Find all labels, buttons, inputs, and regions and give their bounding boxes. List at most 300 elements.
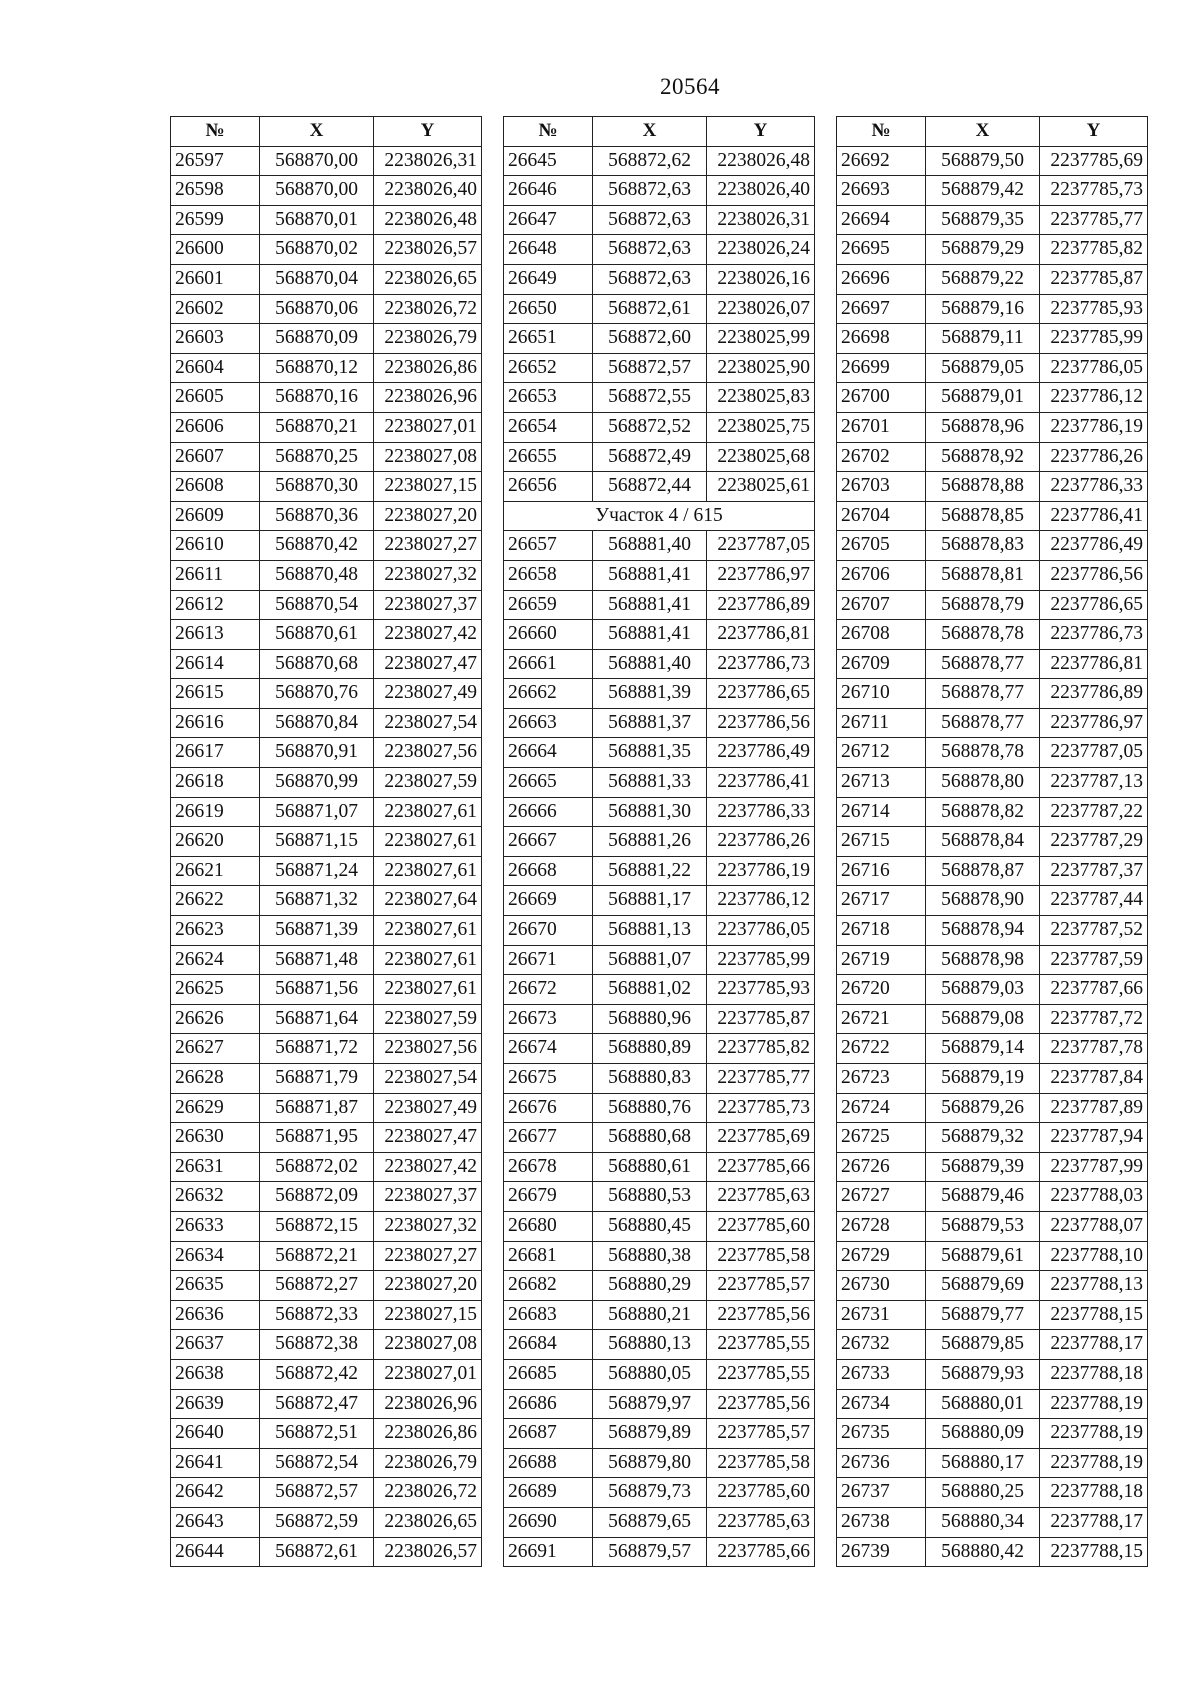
table-row [171,531,482,561]
table-row [171,1507,482,1537]
table-row [837,886,1148,916]
y-coordinate-cell: 2238026,72 [374,294,482,324]
point-number-cell: 26704 [837,501,926,531]
point-number-cell: 26598 [171,176,260,206]
table-row [171,1182,482,1212]
table-row [504,1271,815,1301]
point-number-cell: 26646 [504,176,593,206]
table-row [504,1300,815,1330]
x-coordinate-cell: 568880,38 [593,1241,707,1271]
y-coordinate-cell: 2238027,32 [374,1211,482,1241]
x-coordinate-cell: 568870,21 [260,412,374,442]
table-row [837,1004,1148,1034]
table-row [504,176,815,206]
x-coordinate-cell: 568879,50 [926,146,1040,176]
y-coordinate-cell: 2238026,57 [374,235,482,265]
x-coordinate-cell: 568870,61 [260,620,374,650]
point-number-cell: 26599 [171,205,260,235]
point-number-cell: 26618 [171,768,260,798]
header-number: № [837,117,926,147]
y-coordinate-cell: 2238026,40 [374,176,482,206]
table-row [171,264,482,294]
x-coordinate-cell: 568872,63 [593,205,707,235]
y-coordinate-cell: 2237788,19 [1040,1419,1148,1449]
y-coordinate-cell: 2238027,61 [374,916,482,946]
y-coordinate-cell: 2238026,86 [374,353,482,383]
header-x: X [926,117,1040,147]
y-coordinate-cell: 2237785,55 [707,1359,815,1389]
x-coordinate-cell: 568872,38 [260,1330,374,1360]
y-coordinate-cell: 2237787,44 [1040,886,1148,916]
point-number-cell: 26693 [837,176,926,206]
table-row [171,797,482,827]
x-coordinate-cell: 568878,77 [926,679,1040,709]
y-coordinate-cell: 2237785,99 [1040,324,1148,354]
point-number-cell: 26705 [837,531,926,561]
point-number-cell: 26642 [171,1478,260,1508]
table-row [837,856,1148,886]
x-coordinate-cell: 568870,16 [260,383,374,413]
point-number-cell: 26681 [504,1241,593,1271]
x-coordinate-cell: 568880,68 [593,1123,707,1153]
y-coordinate-cell: 2237785,63 [707,1507,815,1537]
header-y: Y [707,117,815,147]
table-row [171,501,482,531]
y-coordinate-cell: 2238027,15 [374,472,482,502]
y-coordinate-cell: 2237786,89 [1040,679,1148,709]
point-number-cell: 26622 [171,886,260,916]
point-number-cell: 26630 [171,1123,260,1153]
table-row [837,442,1148,472]
y-coordinate-cell: 2237788,19 [1040,1389,1148,1419]
table-row [837,590,1148,620]
point-number-cell: 26652 [504,353,593,383]
point-number-cell: 26703 [837,472,926,502]
x-coordinate-cell: 568880,96 [593,1004,707,1034]
y-coordinate-cell: 2238026,86 [374,1419,482,1449]
x-coordinate-cell: 568872,21 [260,1241,374,1271]
point-number-cell: 26626 [171,1004,260,1034]
point-number-cell: 26608 [171,472,260,502]
y-coordinate-cell: 2237785,99 [707,945,815,975]
table-row [171,1211,482,1241]
point-number-cell: 26689 [504,1478,593,1508]
table-row [171,1448,482,1478]
point-number-cell: 26641 [171,1448,260,1478]
y-coordinate-cell: 2237788,13 [1040,1271,1148,1301]
y-coordinate-cell: 2237788,07 [1040,1211,1148,1241]
table-row [171,945,482,975]
y-coordinate-cell: 2237786,65 [1040,590,1148,620]
x-coordinate-cell: 568871,24 [260,856,374,886]
table-row [504,1389,815,1419]
x-coordinate-cell: 568881,39 [593,679,707,709]
y-coordinate-cell: 2237787,94 [1040,1123,1148,1153]
y-coordinate-cell: 2238027,01 [374,412,482,442]
x-coordinate-cell: 568881,30 [593,797,707,827]
x-coordinate-cell: 568878,88 [926,472,1040,502]
y-coordinate-cell: 2237785,69 [1040,146,1148,176]
y-coordinate-cell: 2237788,18 [1040,1359,1148,1389]
table-row [504,146,815,176]
x-coordinate-cell: 568878,94 [926,916,1040,946]
table-row [837,264,1148,294]
x-coordinate-cell: 568878,81 [926,560,1040,590]
y-coordinate-cell: 2238026,79 [374,324,482,354]
point-number-cell: 26632 [171,1182,260,1212]
table-row [504,264,815,294]
point-number-cell: 26731 [837,1300,926,1330]
table-row [504,1478,815,1508]
x-coordinate-cell: 568872,57 [260,1478,374,1508]
x-coordinate-cell: 568881,41 [593,560,707,590]
point-number-cell: 26716 [837,856,926,886]
x-coordinate-cell: 568880,53 [593,1182,707,1212]
point-number-cell: 26617 [171,738,260,768]
x-coordinate-cell: 568870,91 [260,738,374,768]
table-row [837,1419,1148,1449]
x-coordinate-cell: 568881,37 [593,708,707,738]
x-coordinate-cell: 568870,09 [260,324,374,354]
y-coordinate-cell: 2237788,19 [1040,1448,1148,1478]
point-number-cell: 26633 [171,1211,260,1241]
point-number-cell: 26695 [837,235,926,265]
table-row [171,383,482,413]
point-number-cell: 26604 [171,353,260,383]
x-coordinate-cell: 568871,95 [260,1123,374,1153]
point-number-cell: 26635 [171,1271,260,1301]
x-coordinate-cell: 568880,21 [593,1300,707,1330]
x-coordinate-cell: 568870,99 [260,768,374,798]
x-coordinate-cell: 568878,79 [926,590,1040,620]
y-coordinate-cell: 2237785,63 [707,1182,815,1212]
x-coordinate-cell: 568870,06 [260,294,374,324]
x-coordinate-cell: 568878,85 [926,501,1040,531]
table-row [504,679,815,709]
y-coordinate-cell: 2238026,40 [707,176,815,206]
x-coordinate-cell: 568879,35 [926,205,1040,235]
table-row [837,501,1148,531]
x-coordinate-cell: 568881,13 [593,916,707,946]
y-coordinate-cell: 2237787,22 [1040,797,1148,827]
header-y: Y [374,117,482,147]
point-number-cell: 26643 [171,1507,260,1537]
table-row [837,945,1148,975]
x-coordinate-cell: 568879,16 [926,294,1040,324]
y-coordinate-cell: 2237785,77 [707,1064,815,1094]
point-number-cell: 26657 [504,531,593,561]
point-number-cell: 26607 [171,442,260,472]
x-coordinate-cell: 568879,85 [926,1330,1040,1360]
point-number-cell: 26672 [504,975,593,1005]
x-coordinate-cell: 568870,36 [260,501,374,531]
table-row [171,353,482,383]
x-coordinate-cell: 568879,65 [593,1507,707,1537]
x-coordinate-cell: 568872,57 [593,353,707,383]
table-row [837,1093,1148,1123]
y-coordinate-cell: 2237785,55 [707,1330,815,1360]
table-row [504,472,815,502]
point-number-cell: 26688 [504,1448,593,1478]
coordinates-table-2 [503,116,815,1567]
table-row [171,1478,482,1508]
point-number-cell: 26711 [837,708,926,738]
y-coordinate-cell: 2238027,27 [374,531,482,561]
y-coordinate-cell: 2238027,32 [374,560,482,590]
y-coordinate-cell: 2237786,19 [707,856,815,886]
point-number-cell: 26732 [837,1330,926,1360]
y-coordinate-cell: 2238027,37 [374,1182,482,1212]
x-coordinate-cell: 568871,15 [260,827,374,857]
y-coordinate-cell: 2237787,29 [1040,827,1148,857]
x-coordinate-cell: 568880,76 [593,1093,707,1123]
point-number-cell: 26619 [171,797,260,827]
x-coordinate-cell: 568879,97 [593,1389,707,1419]
x-coordinate-cell: 568871,48 [260,945,374,975]
point-number-cell: 26613 [171,620,260,650]
table-header-row [504,117,815,147]
table-row [171,1034,482,1064]
point-number-cell: 26724 [837,1093,926,1123]
y-coordinate-cell: 2237785,87 [1040,264,1148,294]
x-coordinate-cell: 568872,63 [593,264,707,294]
table-row [837,1271,1148,1301]
table-row [837,531,1148,561]
table-row [504,1507,815,1537]
point-number-cell: 26708 [837,620,926,650]
y-coordinate-cell: 2238025,83 [707,383,815,413]
x-coordinate-cell: 568879,14 [926,1034,1040,1064]
table-row [171,146,482,176]
y-coordinate-cell: 2238027,47 [374,649,482,679]
y-coordinate-cell: 2237785,60 [707,1478,815,1508]
table-row [171,708,482,738]
point-number-cell: 26678 [504,1152,593,1182]
x-coordinate-cell: 568872,62 [593,146,707,176]
y-coordinate-cell: 2237787,99 [1040,1152,1148,1182]
point-number-cell: 26697 [837,294,926,324]
y-coordinate-cell: 2237785,66 [707,1537,815,1567]
x-coordinate-cell: 568879,32 [926,1123,1040,1153]
table-row [504,1034,815,1064]
point-number-cell: 26728 [837,1211,926,1241]
x-coordinate-cell: 568872,55 [593,383,707,413]
y-coordinate-cell: 2237787,78 [1040,1034,1148,1064]
x-coordinate-cell: 568880,34 [926,1507,1040,1537]
point-number-cell: 26721 [837,1004,926,1034]
y-coordinate-cell: 2238025,61 [707,472,815,502]
x-coordinate-cell: 568880,09 [926,1419,1040,1449]
y-coordinate-cell: 2237785,73 [1040,176,1148,206]
y-coordinate-cell: 2238027,59 [374,1004,482,1034]
table-row [504,649,815,679]
x-coordinate-cell: 568879,69 [926,1271,1040,1301]
y-coordinate-cell: 2238027,08 [374,1330,482,1360]
y-coordinate-cell: 2237786,41 [1040,501,1148,531]
table-row [171,176,482,206]
table-row [171,472,482,502]
table-row [504,1211,815,1241]
point-number-cell: 26680 [504,1211,593,1241]
point-number-cell: 26661 [504,649,593,679]
point-number-cell: 26615 [171,679,260,709]
table-row [837,679,1148,709]
y-coordinate-cell: 2238027,59 [374,768,482,798]
x-coordinate-cell: 568880,01 [926,1389,1040,1419]
point-number-cell: 26621 [171,856,260,886]
table-row [171,1123,482,1153]
point-number-cell: 26733 [837,1359,926,1389]
x-coordinate-cell: 568879,89 [593,1419,707,1449]
point-number-cell: 26719 [837,945,926,975]
x-coordinate-cell: 568871,64 [260,1004,374,1034]
y-coordinate-cell: 2238026,07 [707,294,815,324]
table-row [504,1093,815,1123]
table-row [837,1123,1148,1153]
y-coordinate-cell: 2237788,18 [1040,1478,1148,1508]
point-number-cell: 26683 [504,1300,593,1330]
x-coordinate-cell: 568880,61 [593,1152,707,1182]
table-row [171,1093,482,1123]
table-row [837,1034,1148,1064]
x-coordinate-cell: 568872,49 [593,442,707,472]
y-coordinate-cell: 2238027,61 [374,975,482,1005]
y-coordinate-cell: 2238027,37 [374,590,482,620]
point-number-cell: 26682 [504,1271,593,1301]
x-coordinate-cell: 568880,42 [926,1537,1040,1567]
table-row [837,1182,1148,1212]
point-number-cell: 26676 [504,1093,593,1123]
table-row [837,797,1148,827]
x-coordinate-cell: 568878,82 [926,797,1040,827]
coordinates-table-3 [836,116,1148,1567]
y-coordinate-cell: 2237786,26 [707,827,815,857]
point-number-cell: 26668 [504,856,593,886]
point-number-cell: 26612 [171,590,260,620]
point-number-cell: 26658 [504,560,593,590]
x-coordinate-cell: 568879,46 [926,1182,1040,1212]
page-number: 20564 [660,74,720,99]
table-row [837,176,1148,206]
y-coordinate-cell: 2237786,19 [1040,412,1148,442]
x-coordinate-cell: 568881,33 [593,768,707,798]
x-coordinate-cell: 568880,13 [593,1330,707,1360]
point-number-cell: 26713 [837,768,926,798]
y-coordinate-cell: 2238027,20 [374,501,482,531]
table-row [504,1004,815,1034]
point-number-cell: 26631 [171,1152,260,1182]
x-coordinate-cell: 568879,26 [926,1093,1040,1123]
y-coordinate-cell: 2237785,77 [1040,205,1148,235]
y-coordinate-cell: 2237786,73 [1040,620,1148,650]
point-number-cell: 26625 [171,975,260,1005]
point-number-cell: 26700 [837,383,926,413]
y-coordinate-cell: 2238027,47 [374,1123,482,1153]
x-coordinate-cell: 568879,53 [926,1211,1040,1241]
y-coordinate-cell: 2237788,03 [1040,1182,1148,1212]
table-row [504,1152,815,1182]
table-row [171,590,482,620]
table-row [504,1241,815,1271]
x-coordinate-cell: 568872,52 [593,412,707,442]
x-coordinate-cell: 568872,63 [593,235,707,265]
x-coordinate-cell: 568881,40 [593,649,707,679]
point-number-cell: 26650 [504,294,593,324]
table-row [504,412,815,442]
table-row [504,1123,815,1153]
y-coordinate-cell: 2237788,17 [1040,1330,1148,1360]
point-number-cell: 26647 [504,205,593,235]
x-coordinate-cell: 568870,42 [260,531,374,561]
x-coordinate-cell: 568878,98 [926,945,1040,975]
y-coordinate-cell: 2238026,79 [374,1448,482,1478]
point-number-cell: 26606 [171,412,260,442]
y-coordinate-cell: 2238027,61 [374,797,482,827]
table-row [837,1152,1148,1182]
point-number-cell: 26709 [837,649,926,679]
y-coordinate-cell: 2237786,73 [707,649,815,679]
y-coordinate-cell: 2237787,84 [1040,1064,1148,1094]
point-number-cell: 26665 [504,768,593,798]
table-row [504,620,815,650]
header-x: X [593,117,707,147]
point-number-cell: 26655 [504,442,593,472]
y-coordinate-cell: 2237786,56 [707,708,815,738]
point-number-cell: 26653 [504,383,593,413]
x-coordinate-cell: 568881,35 [593,738,707,768]
x-coordinate-cell: 568870,76 [260,679,374,709]
x-coordinate-cell: 568870,84 [260,708,374,738]
x-coordinate-cell: 568872,42 [260,1359,374,1389]
table-row [837,412,1148,442]
y-coordinate-cell: 2238027,54 [374,708,482,738]
y-coordinate-cell: 2238027,42 [374,620,482,650]
y-coordinate-cell: 2238027,08 [374,442,482,472]
table-row [837,1537,1148,1567]
point-number-cell: 26620 [171,827,260,857]
x-coordinate-cell: 568870,00 [260,146,374,176]
y-coordinate-cell: 2237786,05 [707,916,815,946]
point-number-cell: 26675 [504,1064,593,1094]
point-number-cell: 26601 [171,264,260,294]
x-coordinate-cell: 568881,22 [593,856,707,886]
point-number-cell: 26686 [504,1389,593,1419]
y-coordinate-cell: 2237787,66 [1040,975,1148,1005]
point-number-cell: 26667 [504,827,593,857]
table-row [171,1300,482,1330]
y-coordinate-cell: 2238026,65 [374,264,482,294]
y-coordinate-cell: 2238026,31 [374,146,482,176]
table-row [504,1448,815,1478]
x-coordinate-cell: 568872,15 [260,1211,374,1241]
x-coordinate-cell: 568872,61 [593,294,707,324]
y-coordinate-cell: 2237787,89 [1040,1093,1148,1123]
x-coordinate-cell: 568872,09 [260,1182,374,1212]
table-row [837,324,1148,354]
y-coordinate-cell: 2238027,61 [374,827,482,857]
table-row [171,768,482,798]
table-row [837,1241,1148,1271]
table-row [504,856,815,886]
point-number-cell: 26701 [837,412,926,442]
point-number-cell: 26679 [504,1182,593,1212]
y-coordinate-cell: 2238027,64 [374,886,482,916]
point-number-cell: 26629 [171,1093,260,1123]
point-number-cell: 26684 [504,1330,593,1360]
table-row [171,1241,482,1271]
table-row [837,205,1148,235]
y-coordinate-cell: 2237788,10 [1040,1241,1148,1271]
